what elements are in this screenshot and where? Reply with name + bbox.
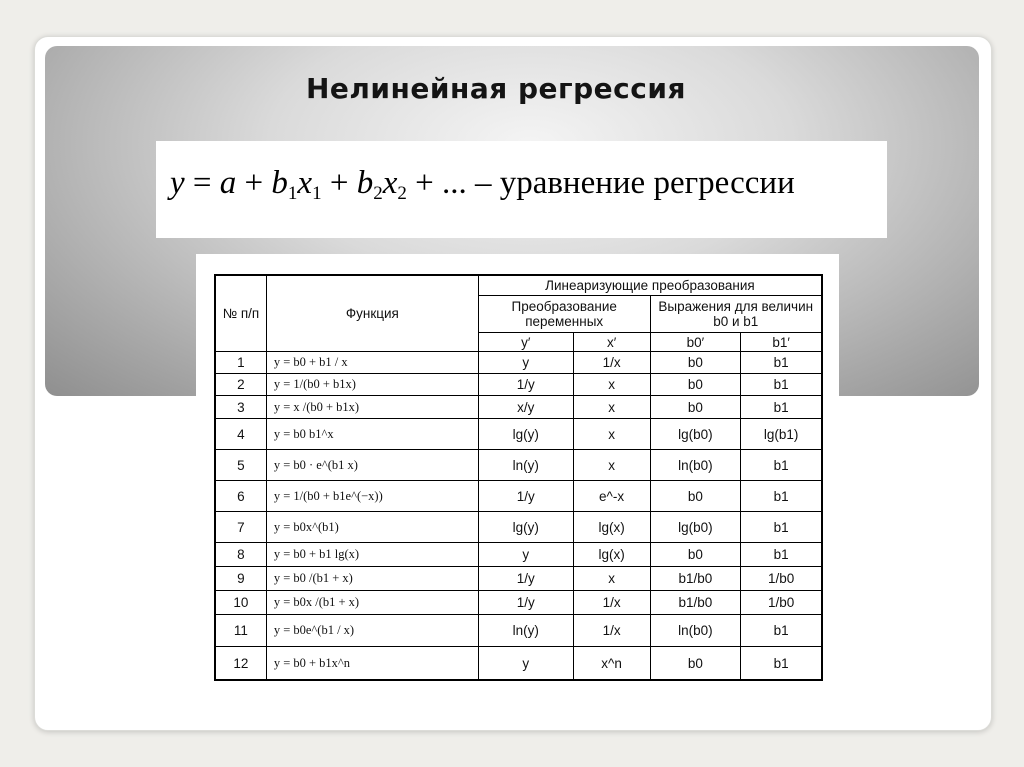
formula-tail: + ... – уравнение регрессии — [406, 165, 795, 201]
header-x-prime: x′ — [573, 333, 650, 352]
cell-b1: b1 — [741, 450, 822, 481]
header-y-prime: y′ — [478, 333, 573, 352]
cell-no: 9 — [215, 567, 266, 591]
table-row — [215, 396, 822, 419]
cell-x: x — [573, 419, 650, 450]
cell-x: 1/x — [573, 615, 650, 647]
header-b0-prime: b0′ — [650, 333, 741, 352]
cell-b0: b1/b0 — [650, 591, 741, 615]
cell-x: lg(x) — [573, 543, 650, 567]
cell-y: lg(y) — [478, 512, 573, 543]
cell-no: 2 — [215, 374, 266, 396]
cell-y: y — [478, 543, 573, 567]
cell-b0: b0 — [650, 374, 741, 396]
cell-b0: ln(b0) — [650, 450, 741, 481]
header-function: Функция — [266, 275, 478, 352]
cell-func: y = b0e^(b1 / x) — [266, 615, 478, 647]
cell-no: 7 — [215, 512, 266, 543]
table-row — [215, 543, 822, 567]
cell-func: y = b0x /(b1 + x) — [266, 591, 478, 615]
cell-b0: b1/b0 — [650, 567, 741, 591]
cell-y: y — [478, 647, 573, 681]
cell-x: 1/x — [573, 591, 650, 615]
cell-b1: 1/b0 — [741, 567, 822, 591]
header-expressions: Выражения для величин b0 и b1 — [650, 296, 822, 333]
cell-b1: lg(b1) — [741, 419, 822, 450]
cell-func: y = b0 · e^(b1 x) — [266, 450, 478, 481]
cell-no: 1 — [215, 352, 266, 374]
cell-b1: b1 — [741, 615, 822, 647]
cell-x: x — [573, 396, 650, 419]
cell-no: 3 — [215, 396, 266, 419]
formula-b2: b — [356, 165, 374, 201]
cell-x: x^n — [573, 647, 650, 681]
cell-b1: b1 — [741, 543, 822, 567]
cell-func: y = x /(b0 + b1x) — [266, 396, 478, 419]
cell-y: 1/y — [478, 374, 573, 396]
header-no: № п/п — [215, 275, 266, 352]
cell-b1: b1 — [741, 481, 822, 512]
formula-plus1: + — [236, 165, 272, 201]
cell-b0: b0 — [650, 396, 741, 419]
formula-x1: x — [297, 165, 313, 201]
header-linearizing: Линеаризующие преобразования — [478, 275, 822, 296]
cell-x: x — [573, 374, 650, 396]
table-row — [215, 512, 822, 543]
cell-b1: b1 — [741, 647, 822, 681]
cell-x: lg(x) — [573, 512, 650, 543]
table-row — [215, 591, 822, 615]
cell-func: y = b0 + b1x^n — [266, 647, 478, 681]
cell-y: lg(y) — [478, 419, 573, 450]
formula-b2-sub: 2 — [373, 183, 383, 204]
table-row — [215, 481, 822, 512]
cell-func: y = 1/(b0 + b1x) — [266, 374, 478, 396]
cell-no: 8 — [215, 543, 266, 567]
cell-func: y = 1/(b0 + b1e^(−x)) — [266, 481, 478, 512]
cell-y: ln(y) — [478, 615, 573, 647]
table-row — [215, 450, 822, 481]
cell-y: x/y — [478, 396, 573, 419]
formula-y: y — [170, 165, 185, 201]
cell-no: 12 — [215, 647, 266, 681]
cell-x: x — [573, 450, 650, 481]
cell-b1: b1 — [741, 396, 822, 419]
header-b1-prime: b1′ — [741, 333, 822, 352]
cell-no: 6 — [215, 481, 266, 512]
cell-y: y — [478, 352, 573, 374]
slide-title: Нелинейная регрессия — [306, 72, 686, 105]
cell-y: ln(y) — [478, 450, 573, 481]
cell-b1: 1/b0 — [741, 591, 822, 615]
cell-x: x — [573, 567, 650, 591]
table-row — [215, 567, 822, 591]
cell-b1: b1 — [741, 352, 822, 374]
regression-equation — [170, 165, 795, 205]
formula-box — [156, 141, 887, 238]
cell-func: y = b0 + b1 / x — [266, 352, 478, 374]
cell-b0: b0 — [650, 543, 741, 567]
cell-b0: b0 — [650, 647, 741, 681]
formula-x2-sub: 2 — [397, 183, 407, 204]
cell-b0: ln(b0) — [650, 615, 741, 647]
cell-func: y = b0 /(b1 + x) — [266, 567, 478, 591]
cell-b1: b1 — [741, 374, 822, 396]
formula-eq: = — [184, 165, 220, 201]
regression-table — [214, 274, 823, 681]
formula-a: a — [219, 165, 237, 201]
table-image — [196, 254, 839, 701]
cell-y: 1/y — [478, 567, 573, 591]
cell-b0: lg(b0) — [650, 419, 741, 450]
formula-b1: b — [271, 165, 288, 201]
table-row — [215, 352, 822, 374]
cell-no: 4 — [215, 419, 266, 450]
cell-func: y = b0x^(b1) — [266, 512, 478, 543]
cell-x: 1/x — [573, 352, 650, 374]
cell-no: 11 — [215, 615, 266, 647]
cell-func: y = b0 b1^x — [266, 419, 478, 450]
cell-x: e^-x — [573, 481, 650, 512]
table-row — [215, 647, 822, 681]
cell-b1: b1 — [741, 512, 822, 543]
formula-b1-sub: 1 — [287, 183, 298, 204]
cell-b0: b0 — [650, 352, 741, 374]
cell-y: 1/y — [478, 591, 573, 615]
formula-x1-sub: 1 — [312, 183, 322, 204]
header-var-transform: Преобразование переменных — [478, 296, 650, 333]
cell-func: y = b0 + b1 lg(x) — [266, 543, 478, 567]
cell-no: 10 — [215, 591, 266, 615]
table-row — [215, 615, 822, 647]
cell-y: 1/y — [478, 481, 573, 512]
cell-b0: b0 — [650, 481, 741, 512]
cell-b0: lg(b0) — [650, 512, 741, 543]
table-row — [215, 419, 822, 450]
table-header-row-1 — [215, 275, 822, 296]
cell-no: 5 — [215, 450, 266, 481]
formula-x2: x — [382, 165, 398, 201]
formula-plus2: + — [321, 165, 357, 201]
table-row — [215, 374, 822, 396]
